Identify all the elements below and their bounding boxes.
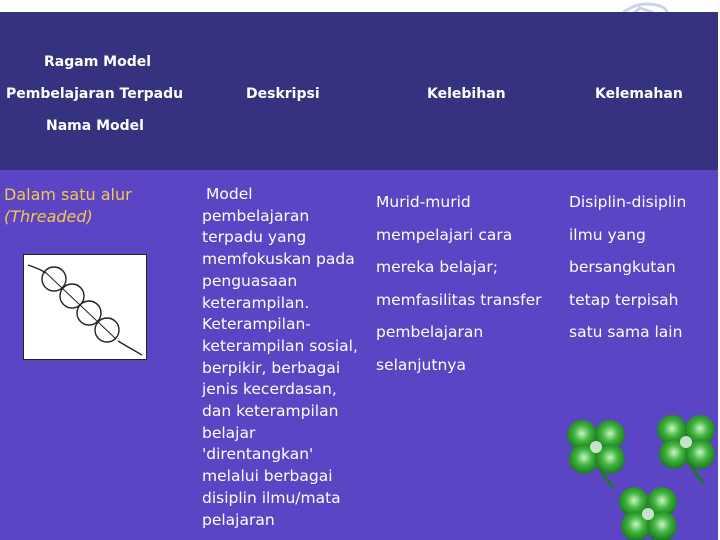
model-name: Dalam satu alur — [4, 185, 132, 204]
description-line: memfokuskan pada — [202, 250, 355, 269]
weakness-line: tetap terpisah — [569, 290, 679, 309]
weakness-line: satu sama lain — [569, 323, 683, 341]
description-line: jenis kecerdasan, — [202, 380, 337, 399]
header-ragam-model: Ragam Model — [44, 54, 152, 70]
header-nama-model: Nama Model — [46, 118, 144, 134]
advantage-line: mempelajari cara — [376, 225, 513, 244]
description-line: pelajaran — [202, 510, 275, 529]
advantage-line: memfasilitas transfer — [376, 290, 542, 309]
advantage-line: pembelajaran — [376, 323, 484, 341]
header-pembelajaran-terpadu: Pembelajaran Terpadu — [6, 86, 184, 102]
model-name-cell — [4, 184, 132, 228]
threaded-beads-diagram — [23, 254, 147, 360]
description-line: keterampilan. — [202, 293, 310, 312]
model-table — [0, 12, 718, 540]
description-line: terpadu yang — [202, 228, 307, 247]
description-line: disiplin ilmu/mata — [202, 488, 341, 507]
advantage-line: selanjutnya — [376, 355, 466, 374]
weakness-line: bersangkutan — [569, 258, 676, 276]
description-line: belajar — [202, 423, 256, 442]
weaknesses-cell — [569, 186, 717, 349]
description-line: Model — [206, 185, 253, 203]
description-line: pembelajaran — [202, 206, 310, 225]
description-line: penguasaan — [202, 271, 298, 290]
description-line: melalui berbagai — [202, 467, 333, 486]
header-deskripsi: Deskripsi — [246, 86, 320, 102]
header-kelebihan: Kelebihan — [427, 86, 506, 102]
header-kelemahan: Kelemahan — [595, 86, 683, 102]
advantage-line: Murid-murid — [376, 193, 471, 211]
weakness-line: Disiplin-disiplin — [569, 193, 687, 211]
description-line: berpikir, berbagai — [202, 358, 341, 377]
model-name-english: (Threaded) — [4, 207, 93, 226]
weakness-line: ilmu yang — [569, 225, 646, 244]
description-line: Keterampilan- — [202, 315, 311, 334]
advantage-line: mereka belajar; — [376, 258, 498, 276]
advantages-cell — [376, 186, 561, 381]
description-cell — [202, 184, 372, 531]
description-line: dan keterampilan — [202, 402, 339, 421]
description-line: 'direntangkan' — [202, 445, 314, 464]
table-body — [0, 170, 718, 540]
description-line: keterampilan sosial, — [202, 336, 358, 355]
table-header — [0, 12, 718, 170]
